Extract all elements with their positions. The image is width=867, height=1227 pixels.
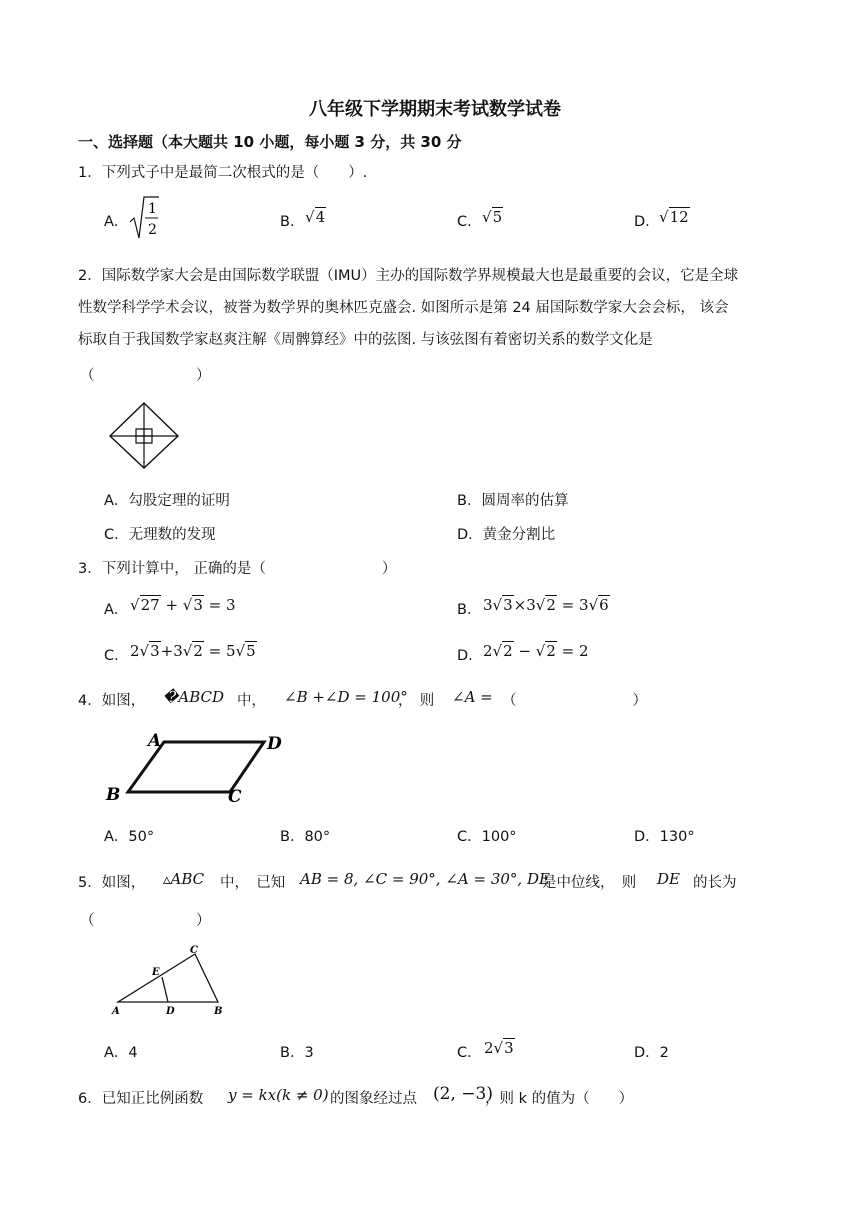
- q4-label-a: A: [148, 731, 162, 751]
- q4-post: ， 则: [398, 693, 435, 709]
- q4-option-a: A．50°: [104, 829, 155, 845]
- q6-post: ，则 k 的值为（ ）: [485, 1091, 634, 1107]
- q3-option-d-label: D．: [457, 648, 483, 664]
- q1-a-denominator: 2: [148, 222, 157, 238]
- q3-b-rad-2: 2: [546, 596, 556, 614]
- q3-a-op: +: [165, 596, 179, 614]
- q3-b-rad-1: 3: [503, 596, 513, 614]
- q3-d-rad-2: 2: [546, 642, 556, 660]
- q4-answer-paren: （ ）: [502, 693, 647, 709]
- q5-de: DE: [657, 870, 680, 888]
- q5-condition: AB = 8, ∠C = 90°, ∠A = 30°, DE: [300, 870, 550, 888]
- q4-condition: ∠B +∠D = 100°: [284, 688, 408, 706]
- q3-option-c-label: C．: [104, 648, 129, 664]
- q4-option-d: D．130°: [634, 829, 695, 845]
- q2-option-a: A．勾股定理的证明: [104, 493, 230, 509]
- q3-c-op: +3: [160, 642, 183, 660]
- q3-d-result: = 2: [561, 642, 589, 660]
- q1-option-c-label: C．: [457, 214, 482, 230]
- q1-option-c-expr: √5: [482, 208, 503, 226]
- q1-option-b-label: B．: [280, 214, 305, 230]
- q1-stem: 1．下列式子中是最简二次根式的是（ ）.: [78, 165, 368, 181]
- q1-option-a-label: A．: [104, 214, 129, 230]
- q3-c-coef: 2: [130, 642, 140, 660]
- q2-option-b: B．圆周率的估算: [457, 493, 569, 509]
- q3-option-a-expr: √27 + √3 = 3: [130, 596, 236, 614]
- q3-c-eq: = 5: [208, 642, 236, 660]
- q5-option-c-expr: 2√3: [484, 1039, 514, 1057]
- q6-point: (2, −3): [433, 1084, 493, 1104]
- page-title: 八年级下学期期末考试数学试卷: [309, 99, 561, 120]
- q4-prefix: 4．如图，: [78, 693, 146, 709]
- q3-option-c-expr: 2√3+3√2 = 5√5: [130, 642, 256, 660]
- q1-b-radicand: 4: [315, 208, 326, 226]
- q3-a-rad-1: 27: [140, 596, 160, 614]
- q1-d-radicand: 12: [669, 208, 689, 226]
- q3-a-result: = 3: [208, 596, 236, 614]
- q2-line-1: 2．国际数学家大会是由国际数学联盟（IMU）主办的国际数学界规模最大也是最重要的会议，它是全球: [78, 268, 739, 284]
- q3-b-eq: = 3: [561, 596, 589, 614]
- q5-answer-paren: （ ）: [80, 913, 211, 929]
- q5-option-d: D．2: [634, 1045, 669, 1061]
- q2-answer-paren: （ ）: [80, 368, 211, 384]
- q3-c-rad-3: 5: [246, 642, 256, 660]
- q3-option-a-label: A．: [104, 602, 129, 618]
- q3-option-b-expr: 3√3×3√2 = 3√6: [483, 596, 609, 614]
- q3-option-b-label: B．: [457, 602, 482, 618]
- q5-triangle-name: ▵ABC: [163, 870, 205, 888]
- q5-label-c: C: [190, 945, 198, 956]
- q4-label-c: C: [228, 787, 242, 807]
- q3-b-rad-3: 6: [599, 596, 609, 614]
- section-header: 一、选择题（本大题共 10 小题，每小题 3 分，共 30 分: [78, 133, 462, 151]
- q5-c-coef: 2: [484, 1039, 494, 1057]
- q5-label-e: E: [152, 967, 160, 978]
- q5-prefix: 5．如图，: [78, 875, 146, 891]
- q2-chord-diagram: [106, 400, 182, 470]
- q1-c-radicand: 5: [492, 208, 503, 226]
- q5-option-b: B．3: [280, 1045, 314, 1061]
- q1-option-d-expr: √12: [659, 208, 689, 226]
- q5-triangle-figure: [110, 942, 240, 1018]
- q3-d-op: −: [518, 642, 532, 660]
- q3-a-rad-2: 3: [193, 596, 203, 614]
- q2-option-c: C．无理数的发现: [104, 527, 216, 543]
- q3-b-op: ×3: [513, 596, 536, 614]
- q5-end: 的长为: [693, 875, 737, 891]
- q4-label-d: D: [267, 734, 282, 754]
- q2-option-d: D．黄金分割比: [457, 527, 556, 543]
- q5-label-d: D: [166, 1006, 175, 1017]
- q3-c-rad-1: 3: [150, 642, 160, 660]
- q5-c-radicand: 3: [504, 1039, 514, 1057]
- q4-parallelogram-figure: [100, 726, 300, 810]
- q4-mid: 中，: [237, 693, 266, 709]
- q1-a-numerator: 1: [148, 201, 157, 217]
- q3-c-rad-2: 2: [193, 642, 203, 660]
- q5-option-c-label: C．: [457, 1045, 482, 1061]
- q5-post: 是中位线， 则: [542, 875, 637, 891]
- q6-mid: 的图象经过点: [330, 1091, 417, 1107]
- q3-d-rad-1: 2: [503, 642, 513, 660]
- q5-mid: 中， 已知: [220, 875, 286, 891]
- q4-label-b: B: [106, 785, 121, 805]
- q2-line-2: 性数学科学学术会议，被誉为数学界的奥林匹克盛会. 如图所示是第 24 届国际数学家大会会标， 该会: [78, 300, 729, 316]
- q6-function: y = kx(k ≠ 0): [228, 1086, 329, 1104]
- q5-label-a: A: [112, 1006, 120, 1017]
- q4-option-c: C．100°: [457, 829, 517, 845]
- q3-stem: 3．下列计算中， 正确的是（ ）: [78, 561, 397, 577]
- q4-parallelogram-name: �ABCD: [163, 688, 225, 706]
- q2-line-3: 标取自于我国数学家赵爽注解《周髀算经》中的弦图. 与该弦图有着密切关系的数学文化是: [78, 332, 653, 348]
- q4-ask: ∠A =: [452, 688, 493, 706]
- q3-option-d-expr: 2√2 − √2 = 2: [483, 642, 589, 660]
- q1-option-a-sqrt-fraction: [128, 194, 160, 242]
- q5-label-b: B: [214, 1006, 223, 1017]
- q4-option-b: B．80°: [280, 829, 331, 845]
- q3-d-coef: 2: [483, 642, 493, 660]
- q1-option-b-expr: √4: [305, 208, 326, 226]
- q5-option-a: A．4: [104, 1045, 138, 1061]
- q6-prefix: 6．已知正比例函数: [78, 1091, 204, 1107]
- q3-b-coef: 3: [483, 596, 493, 614]
- q1-option-d-label: D．: [634, 214, 660, 230]
